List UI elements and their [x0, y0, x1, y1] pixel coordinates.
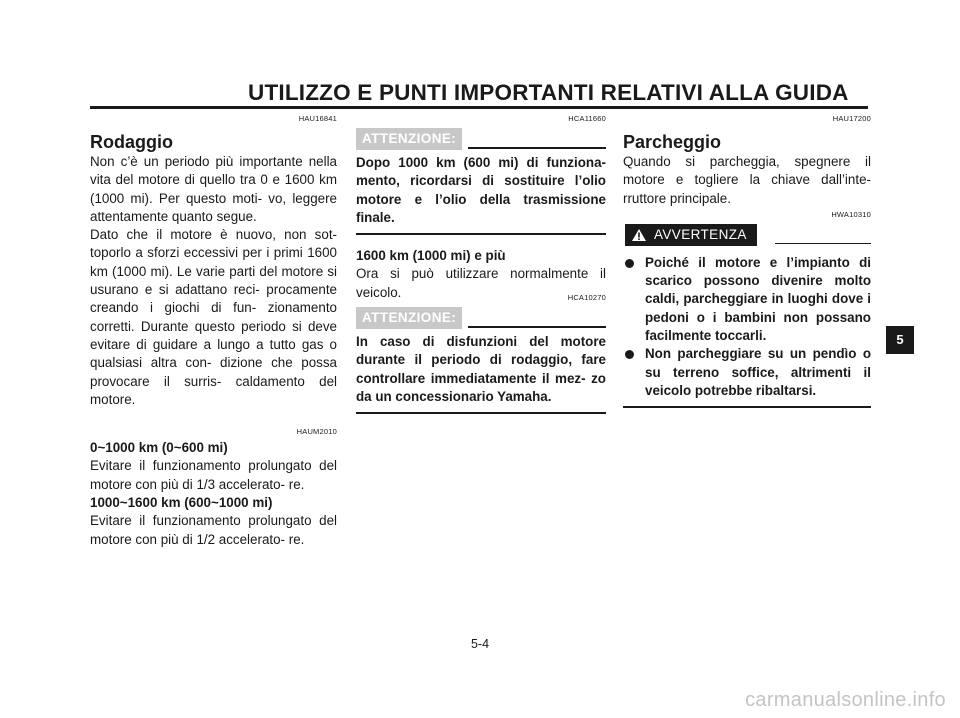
notice-line [775, 243, 871, 245]
title-rule [90, 106, 868, 109]
watermark: carmanualsonline.info [745, 689, 946, 711]
warning-list [623, 254, 871, 400]
notice-header [356, 307, 606, 333]
warning-badge [625, 224, 757, 246]
list-item [623, 345, 871, 400]
section-code: HCA11660 [568, 114, 606, 123]
attention-text: In caso di disfunzioni del motore durante il periodo di rodaggio, fare controllare immediatamente il mez- zo da un concessionario Yamaha. [356, 334, 606, 404]
attention-badge: ATTENZIONE: [356, 307, 462, 329]
warning-label: AVVERTENZA [654, 226, 747, 242]
bullet-text: Non parcheggiare su un pendìo o su terreno soffice, altrimenti il veicolo potrebbe ribaltarsi. [645, 346, 871, 398]
column-middle [356, 114, 606, 414]
column-right [623, 114, 871, 408]
notice-line [468, 326, 606, 328]
section-code: HAUM2010 [296, 427, 337, 437]
page-title: UTILIZZO E PUNTI IMPORTANTI RELATIVI ALLA GUIDA [248, 80, 849, 105]
paragraph: Ora si può utilizzare normalmente il veicolo. [356, 266, 606, 300]
paragraph: Quando si parcheggia, spegnere il motore e togliere la chiave dall’inte- rruttore principale. [623, 154, 871, 206]
list-item [623, 254, 871, 345]
paragraph: Non c’è un periodo più importante nella vita del motore di quello tra 0 e 1600 km (1000 mi). Per questo moti- vo, leggere attentamente quanto segue. [90, 154, 337, 224]
warning-triangle-icon [631, 228, 647, 242]
attention-badge: ATTENZIONE: [356, 128, 462, 150]
bullet-icon [625, 259, 634, 268]
attention-text: Dopo 1000 km (600 mi) di funziona- mento, ricordarsi di sostituire l’olio motore e l’olio della trasmissione finale. [356, 155, 606, 225]
notice-end-rule [356, 412, 606, 414]
section-code: HWA10310 [831, 209, 871, 219]
bullet-text: Poiché il motore e l’impianto di scarico possono divenire molto caldi, parcheggiare in luoghi dove i pedoni o i bambini non possano facilmente toccarli. [645, 254, 871, 344]
chapter-tab: 5 [886, 326, 914, 354]
warning-header [623, 224, 871, 250]
subheading: 0~1000 km (0~600 mi) [90, 440, 228, 456]
subheading: 1000~1600 km (600~1000 mi) [90, 495, 273, 511]
warning-end-rule [623, 406, 871, 408]
section-code: HCA10270 [567, 293, 606, 303]
page-number: 5-4 [470, 637, 490, 651]
paragraph: Evitare il funzionamento prolungato del motore con più di 1/3 accelerato- re. [90, 458, 337, 492]
bullet-icon [625, 350, 634, 359]
paragraph: Evitare il funzionamento prolungato del motore con più di 1/2 accelerato- re. [90, 513, 337, 547]
section-code: HAU17200 [832, 114, 871, 123]
notice-end-rule [356, 233, 606, 235]
section-heading-rodaggio: Rodaggio [90, 132, 173, 152]
notice-header [356, 128, 606, 154]
column-left [90, 114, 337, 549]
section-heading-parcheggio: Parcheggio [623, 132, 722, 152]
section-code: HAU16841 [298, 114, 337, 123]
notice-line [468, 147, 606, 149]
paragraph: Dato che il motore è nuovo, non sot- toporlo a sforzi eccessivi per i primi 1600 km (1000 mi). Le varie parti del motore si usurano e si adattano reci- procamente creando i giochi di fun- zionamento corretti. Durante questo periodo si deve evitare di guidare a lungo a tutto gas o qualsiasi altra con- dizione che possa provocare il surris- caldamento del motore. [90, 227, 337, 407]
subheading: 1600 km (1000 mi) e più [356, 248, 506, 264]
